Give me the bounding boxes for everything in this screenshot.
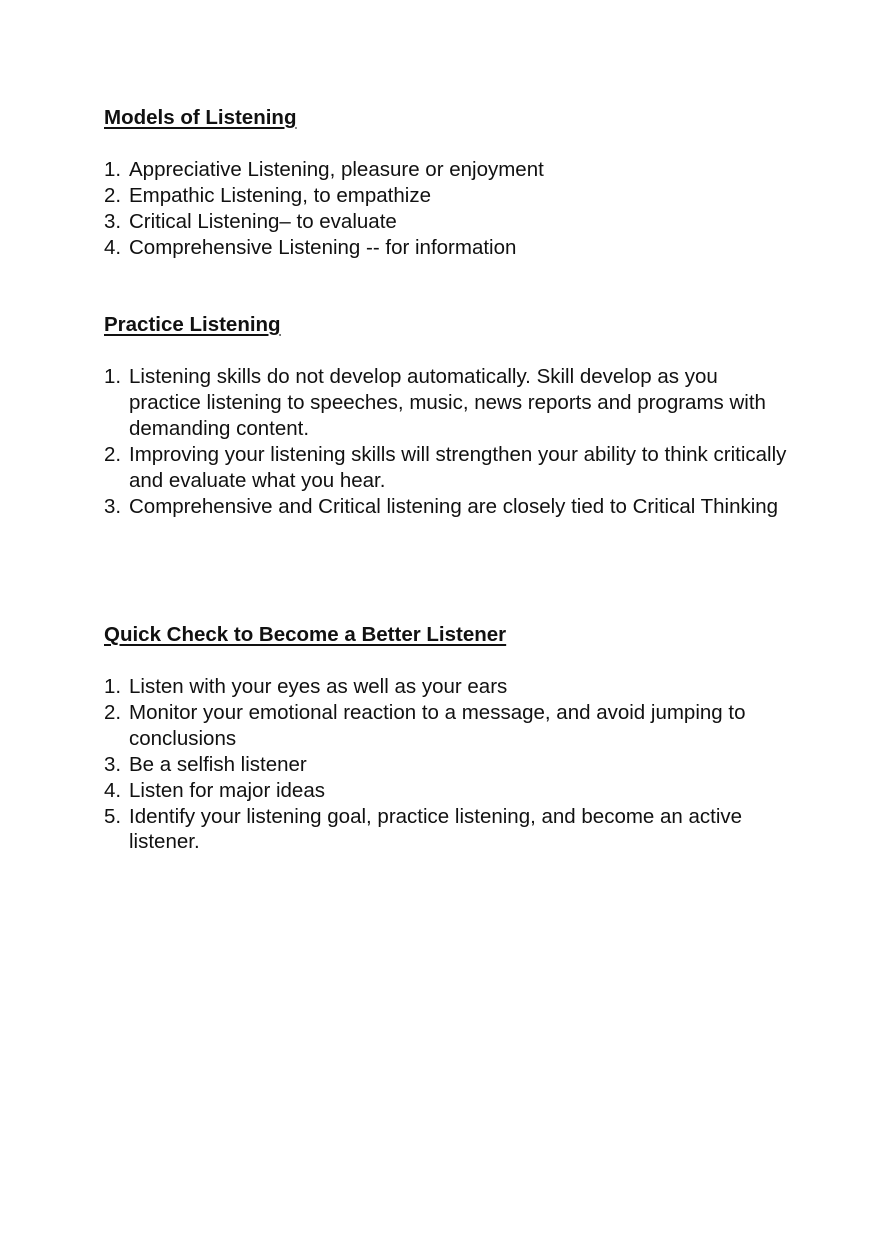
list-item-text: Critical Listening– to evaluate [129,209,397,233]
list-item [104,778,794,804]
list-item-text: Improving your listening skills will strengthen your ability to think critically and evaluate what you hear. [129,442,787,492]
list-item [104,700,794,752]
list-item [104,674,794,700]
practice-listening-heading: Practice Listening [104,313,281,336]
list-item-text: Monitor your emotional reaction to a message, and avoid jumping to conclusions [129,700,746,750]
quick-check-heading: Quick Check to Become a Better Listener [104,623,507,646]
models-of-listening-list [104,157,794,261]
list-item-text: Comprehensive Listening -- for information [129,235,517,259]
list-item [104,157,794,183]
list-item-number: 1. [104,675,122,698]
list-item-text: Comprehensive and Critical listening are closely tied to Critical Thinking [129,494,779,518]
list-item-number: 3. [104,209,122,233]
list-item-text: Listen with your eyes as well as your ears [129,675,508,698]
list-item-text: Listening skills do not develop automatically. Skill develop as you practice listening to speeches, music, news reports and programs with demanding content. [129,365,766,440]
list-item-number: 2. [104,700,122,724]
list-item [104,235,794,261]
list-item-number: 1. [104,158,122,181]
list-item-number: 2. [104,442,122,466]
list-item-number: 4. [104,778,122,802]
list-item [104,804,794,856]
list-item [104,442,794,494]
list-item-number: 2. [104,183,122,207]
list-item [104,494,794,520]
list-item-number: 5. [104,804,122,828]
practice-listening-list [104,364,794,519]
list-item-text: Identify your listening goal, practice listening, and become an active listener. [129,804,743,854]
quick-check-list [104,674,794,855]
list-item [104,752,794,778]
list-item-text: Be a selfish listener [129,752,307,776]
list-item-number: 4. [104,235,122,259]
list-item-text: Listen for major ideas [129,778,325,802]
list-item-text: Empathic Listening, to empathize [129,183,431,207]
list-item-number: 3. [104,494,122,518]
list-item-text: Appreciative Listening, pleasure or enjoyment [129,158,544,181]
list-item [104,183,794,209]
list-item [104,364,794,442]
list-item-number: 1. [104,365,122,388]
list-item-number: 3. [104,752,122,776]
models-of-listening-heading: Models of Listening [104,106,297,129]
list-item [104,209,794,235]
